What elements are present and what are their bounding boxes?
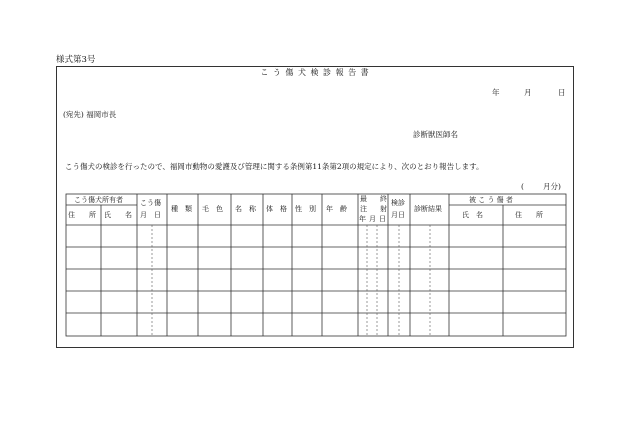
date-day-label: 日 [558, 88, 566, 97]
coat-color-header: 毛 色 [202, 205, 223, 213]
exam-result-header: 診断結果 [414, 205, 442, 213]
age-header: 年 齢 [326, 205, 347, 213]
date-month-label: 月 [524, 88, 532, 97]
form-title: こ う 傷 犬 検 診 報 告 書 [260, 68, 370, 77]
last-vaccination-char: 月 [369, 215, 376, 223]
last-vaccination-char: 最 [360, 195, 367, 203]
victim-group-header: 被 こ う 傷 者 [469, 196, 513, 204]
last-vaccination-char: 日 [379, 215, 386, 223]
last-vaccination-char: 終 [380, 195, 387, 203]
exam-date-header-bottom: 月日 [391, 211, 405, 219]
dog-name-header: 名 称 [235, 205, 256, 213]
last-vaccination-char: 射 [380, 205, 387, 213]
last-vaccination-char: 年 [359, 215, 366, 223]
month-report-label: 月分) [543, 182, 561, 191]
veterinarian-name-label: 診断獣医師名 [413, 130, 458, 139]
date-year-label: 年 [492, 88, 500, 97]
last-vaccination-char: 注 [360, 205, 367, 213]
bite-date-header-bottom: 月 日 [140, 211, 161, 219]
victim-address-header: 住 所 [515, 211, 543, 219]
addressee: (宛先) 福岡市長 [63, 110, 117, 119]
owner-group-header: こう傷犬所有者 [74, 196, 123, 204]
build-header: 体 格 [266, 205, 287, 213]
owner-name-header: 氏 名 [104, 211, 132, 219]
sex-header: 性 別 [295, 205, 316, 213]
report-statement: こう傷犬の検診を行ったので、福岡市動物の愛護及び管理に関する条例第11条第2項の規定により、次のとおり報告します。 [65, 162, 484, 171]
owner-address-header: 住 所 [68, 211, 96, 219]
form-number: 様式第3号 [56, 55, 96, 65]
month-open-paren: ( [521, 182, 524, 191]
breed-header: 種 類 [171, 205, 192, 213]
bite-date-header-top: こう傷 [140, 199, 161, 207]
victim-name-header: 氏 名 [462, 211, 483, 219]
exam-date-header-top: 検診 [391, 199, 405, 207]
